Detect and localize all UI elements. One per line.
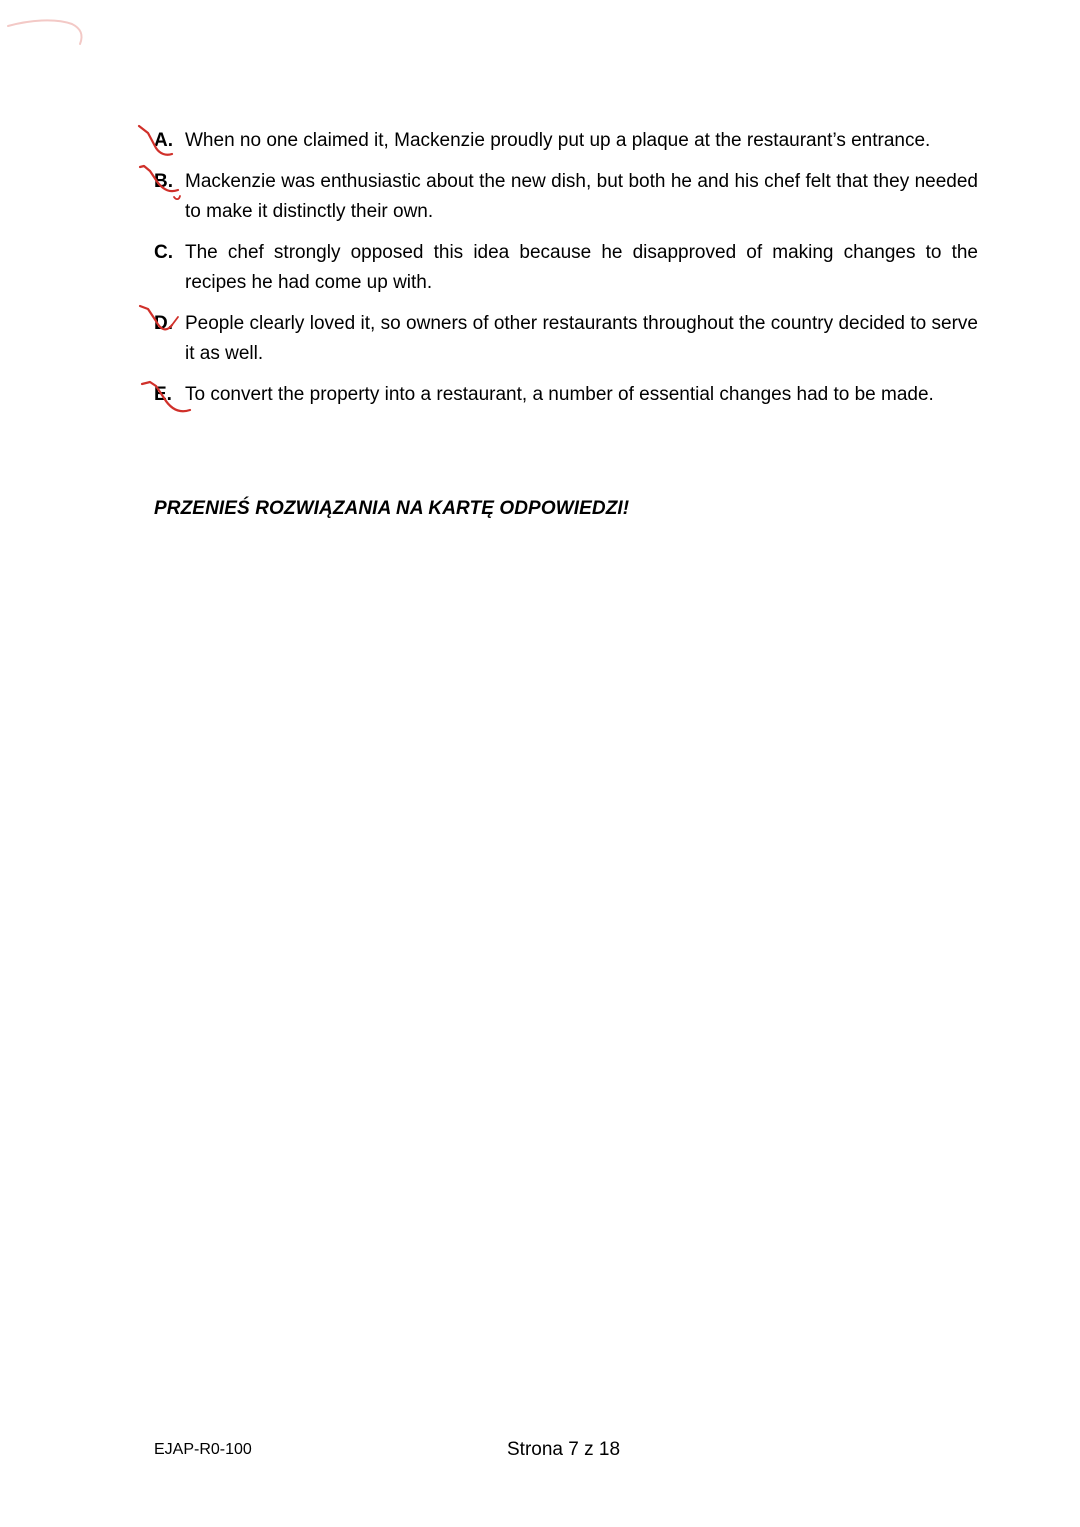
option-b <box>154 167 978 227</box>
page-number: Strona 7 z 18 <box>507 1439 621 1460</box>
option-d <box>154 309 978 369</box>
answer-options-list <box>154 126 978 421</box>
option-e <box>154 380 978 410</box>
transfer-answers-instruction: PRZENIEŚ ROZWIĄZANIA NA KARTĘ ODPOWIEDZI! <box>154 498 630 519</box>
option-text: The chef strongly opposed this idea because he disapproved of making changes to the recipes he had come up with. <box>185 242 978 293</box>
option-letter: D. <box>154 313 173 334</box>
option-text: Mackenzie was enthusiastic about the new dish, but both he and his chef felt that they needed to make it distinctly their own. <box>185 171 978 222</box>
faint-pen-mark <box>0 0 110 60</box>
option-letter: E. <box>154 384 172 405</box>
option-letter: A. <box>154 130 173 151</box>
option-letter: C. <box>154 242 173 263</box>
option-c <box>154 238 978 298</box>
option-text: To convert the property into a restaurant, a number of essential changes had to be made. <box>185 384 934 405</box>
option-a <box>154 126 978 156</box>
option-text: People clearly loved it, so owners of other restaurants throughout the country decided to serve it as well. <box>185 313 978 364</box>
option-letter: B. <box>154 171 173 192</box>
exam-code: EJAP-R0-100 <box>154 1441 252 1458</box>
option-text: When no one claimed it, Mackenzie proudly put up a plaque at the restaurant’s entrance. <box>185 130 931 151</box>
